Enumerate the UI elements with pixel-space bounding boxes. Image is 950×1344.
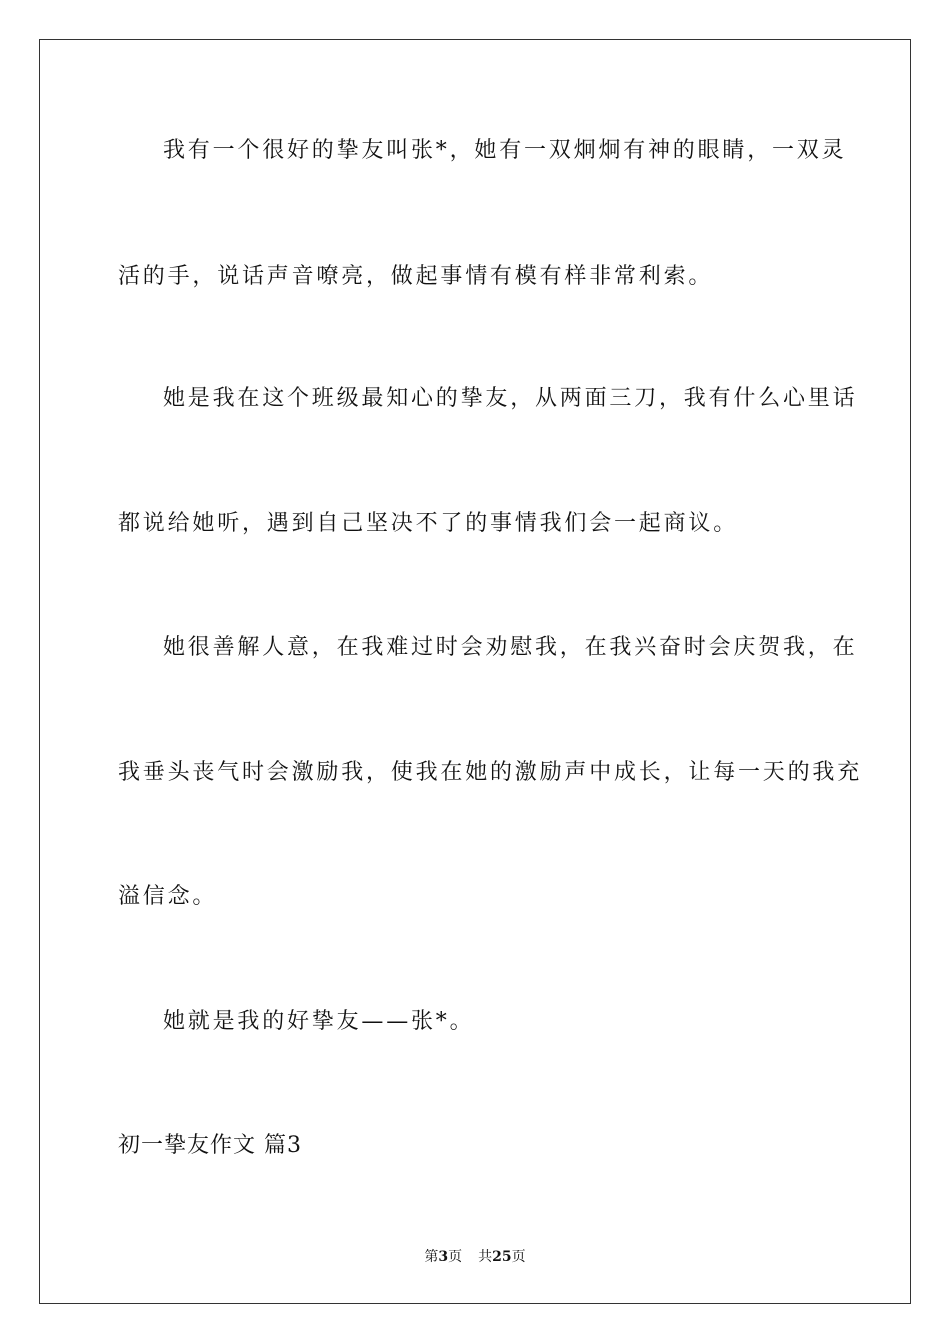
- paragraph-1-line-1: 我有一个很好的挚友叫张*，她有一双炯炯有神的眼睛，一双灵: [163, 138, 847, 163]
- page-label-suffix: 页: [448, 1249, 463, 1265]
- page-label-prefix: 第: [424, 1249, 439, 1265]
- page-current-number: 3: [438, 1249, 449, 1265]
- page-footer: [0, 1247, 950, 1267]
- paragraph-4-line-1: 她就是我的好挚友——张*。: [163, 1009, 475, 1034]
- total-label-suffix: 页: [511, 1249, 526, 1265]
- paragraph-1-line-2: 活的手，说话声音嘹亮，做起事情有模有样非常利索。: [118, 264, 714, 289]
- paragraph-2-line-1: 她是我在这个班级最知心的挚友，从两面三刀，我有什么心里话: [163, 386, 858, 411]
- page-total-number: 25: [492, 1249, 512, 1265]
- total-label-prefix: 共: [478, 1249, 493, 1265]
- paragraph-2-line-2: 都说给她听，遇到自己坚决不了的事情我们会一起商议。: [118, 511, 739, 536]
- page-border: [39, 39, 911, 1304]
- paragraph-3-line-2: 我垂头丧气时会激励我，使我在她的激励声中成长，让每一天的我充: [118, 760, 863, 785]
- section-heading: 初一挚友作文 篇3: [118, 1133, 302, 1158]
- paragraph-3-line-3: 溢信念。: [118, 884, 218, 909]
- paragraph-3-line-1: 她很善解人意，在我难过时会劝慰我，在我兴奋时会庆贺我，在: [163, 635, 858, 660]
